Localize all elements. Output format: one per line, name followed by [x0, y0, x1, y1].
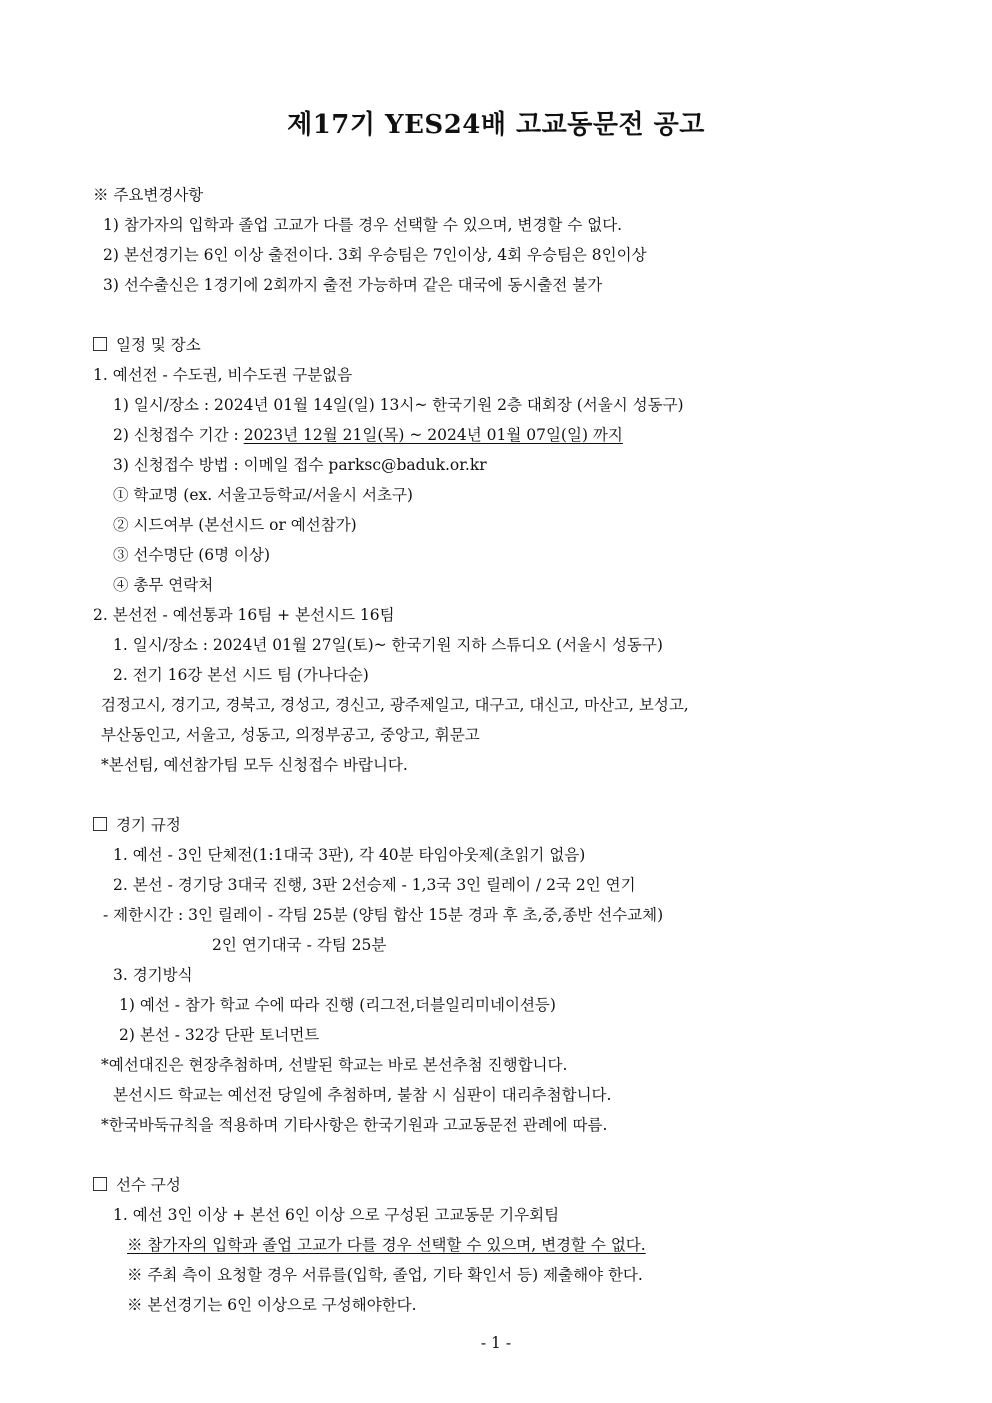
- checkbox-square-icon: [93, 1177, 107, 1191]
- rules-heading-text: 경기 규정: [116, 816, 181, 834]
- rules-line-8: *예선대진은 현장추첨하며, 선발된 학교는 바로 본선추첨 진행합니다.: [101, 1056, 568, 1074]
- checkbox-square-icon: [93, 337, 107, 351]
- players-note-2: ※ 주최 측이 요청할 경우 서류를(입학, 졸업, 기타 확인서 등) 제출해야 한다.: [127, 1266, 643, 1284]
- rules-line-5: 3. 경기방식: [113, 966, 193, 984]
- schedule-heading-text: 일정 및 장소: [116, 336, 201, 354]
- players-heading-text: 선수 구성: [116, 1176, 181, 1194]
- schedule-note: *본선팀, 예선참가팀 모두 신청접수 바랍니다.: [101, 756, 408, 774]
- players-note-3: ※ 본선경기는 6인 이상으로 구성해야한다.: [127, 1296, 417, 1314]
- required-item-4: ④ 총무 연락처: [113, 576, 214, 594]
- seed-teams-line-1: 검정고시, 경기고, 경북고, 경성고, 경신고, 광주제일고, 대구고, 대신고, 마산고, 보성고,: [101, 696, 689, 714]
- rules-line-4: 2인 연기대국 - 각팀 25분: [212, 936, 387, 954]
- changes-item-2: 2) 본선경기는 6인 이상 출전이다. 3회 우승팀은 7인이상, 4회 우승팀은 8인이상: [103, 246, 647, 264]
- seed-teams-line-2: 부산동인고, 서울고, 성동고, 의정부공고, 중앙고, 휘문고: [101, 726, 480, 744]
- prelim-apply-period: 2023년 12월 21일(목) ~ 2024년 01월 07일(일) 까지: [243, 426, 623, 444]
- rules-line-6: 1) 예선 - 참가 학교 수에 따라 진행 (리그전,더블일리미네이션등): [119, 996, 556, 1014]
- players-note-1: ※ 참가자의 입학과 졸업 고교가 다를 경우 선택할 수 있으며, 변경할 수 없다.: [127, 1236, 646, 1254]
- rules-line-10: *한국바둑규칙을 적용하며 기타사항은 한국기원과 고교동문전 관례에 따름.: [101, 1116, 608, 1134]
- main-title: 2. 본선전 - 예선통과 16팀 + 본선시드 16팀: [93, 606, 395, 624]
- prelim-apply-method: 3) 신청접수 방법 : 이메일 접수 parksc@baduk.or.kr: [113, 456, 487, 474]
- checkbox-square-icon: [93, 817, 107, 831]
- main-datetime: 1. 일시/장소 : 2024년 01월 27일(토)~ 한국기원 지하 스튜디오 (서울시 성동구): [113, 636, 663, 654]
- rules-line-2: 2. 본선 - 경기당 3대국 진행, 3판 2선승제 - 1,3국 3인 릴레이 / 2국 2인 연기: [113, 876, 636, 894]
- changes-item-3: 3) 선수출신은 1경기에 2회까지 출전 가능하며 같은 대국에 동시출전 불가: [103, 276, 603, 294]
- schedule-heading: [93, 334, 201, 356]
- page-number: - 1 -: [480, 1334, 512, 1352]
- rules-heading: [93, 814, 181, 836]
- prelim-title: 1. 예선전 - 수도권, 비수도권 구분없음: [93, 366, 353, 384]
- rules-line-7: 2) 본선 - 32강 단판 토너먼트: [119, 1026, 320, 1044]
- required-item-1: ① 학교명 (ex. 서울고등학교/서울시 서초구): [113, 486, 413, 504]
- players-line-1: 1. 예선 3인 이상 + 본선 6인 이상 으로 구성된 고교동문 기우회팀: [113, 1206, 560, 1224]
- prelim-datetime: 1) 일시/장소 : 2024년 01월 14일(일) 13시~ 한국기원 2층 대회장 (서울시 성동구): [113, 396, 684, 414]
- required-item-2: ② 시드여부 (본선시드 or 예선참가): [113, 516, 357, 534]
- changes-heading: ※ 주요변경사항: [93, 186, 204, 204]
- prelim-apply-period-line: [113, 424, 623, 446]
- page-title: 제17기 YES24배 고교동문전 공고: [287, 110, 705, 140]
- rules-line-3: - 제한시간 : 3인 릴레이 - 각팀 25분 (양팀 합산 15분 경과 후 초,중,종반 선수교체): [103, 906, 664, 924]
- required-item-3: ③ 선수명단 (6명 이상): [113, 546, 271, 564]
- changes-item-1: 1) 참가자의 입학과 졸업 고교가 다를 경우 선택할 수 있으며, 변경할 수 없다.: [103, 216, 623, 234]
- seed-title: 2. 전기 16강 본선 시드 팀 (가나다순): [113, 666, 369, 684]
- rules-line-1: 1. 예선 - 3인 단체전(1:1대국 3판), 각 40분 타임아웃제(초읽기 없음): [113, 846, 586, 864]
- prelim-apply-label: 2) 신청접수 기간 :: [113, 426, 244, 444]
- players-heading: [93, 1174, 181, 1196]
- rules-line-9: 본선시드 학교는 예선전 당일에 추첨하며, 불참 시 심판이 대리추첨합니다.: [113, 1086, 612, 1104]
